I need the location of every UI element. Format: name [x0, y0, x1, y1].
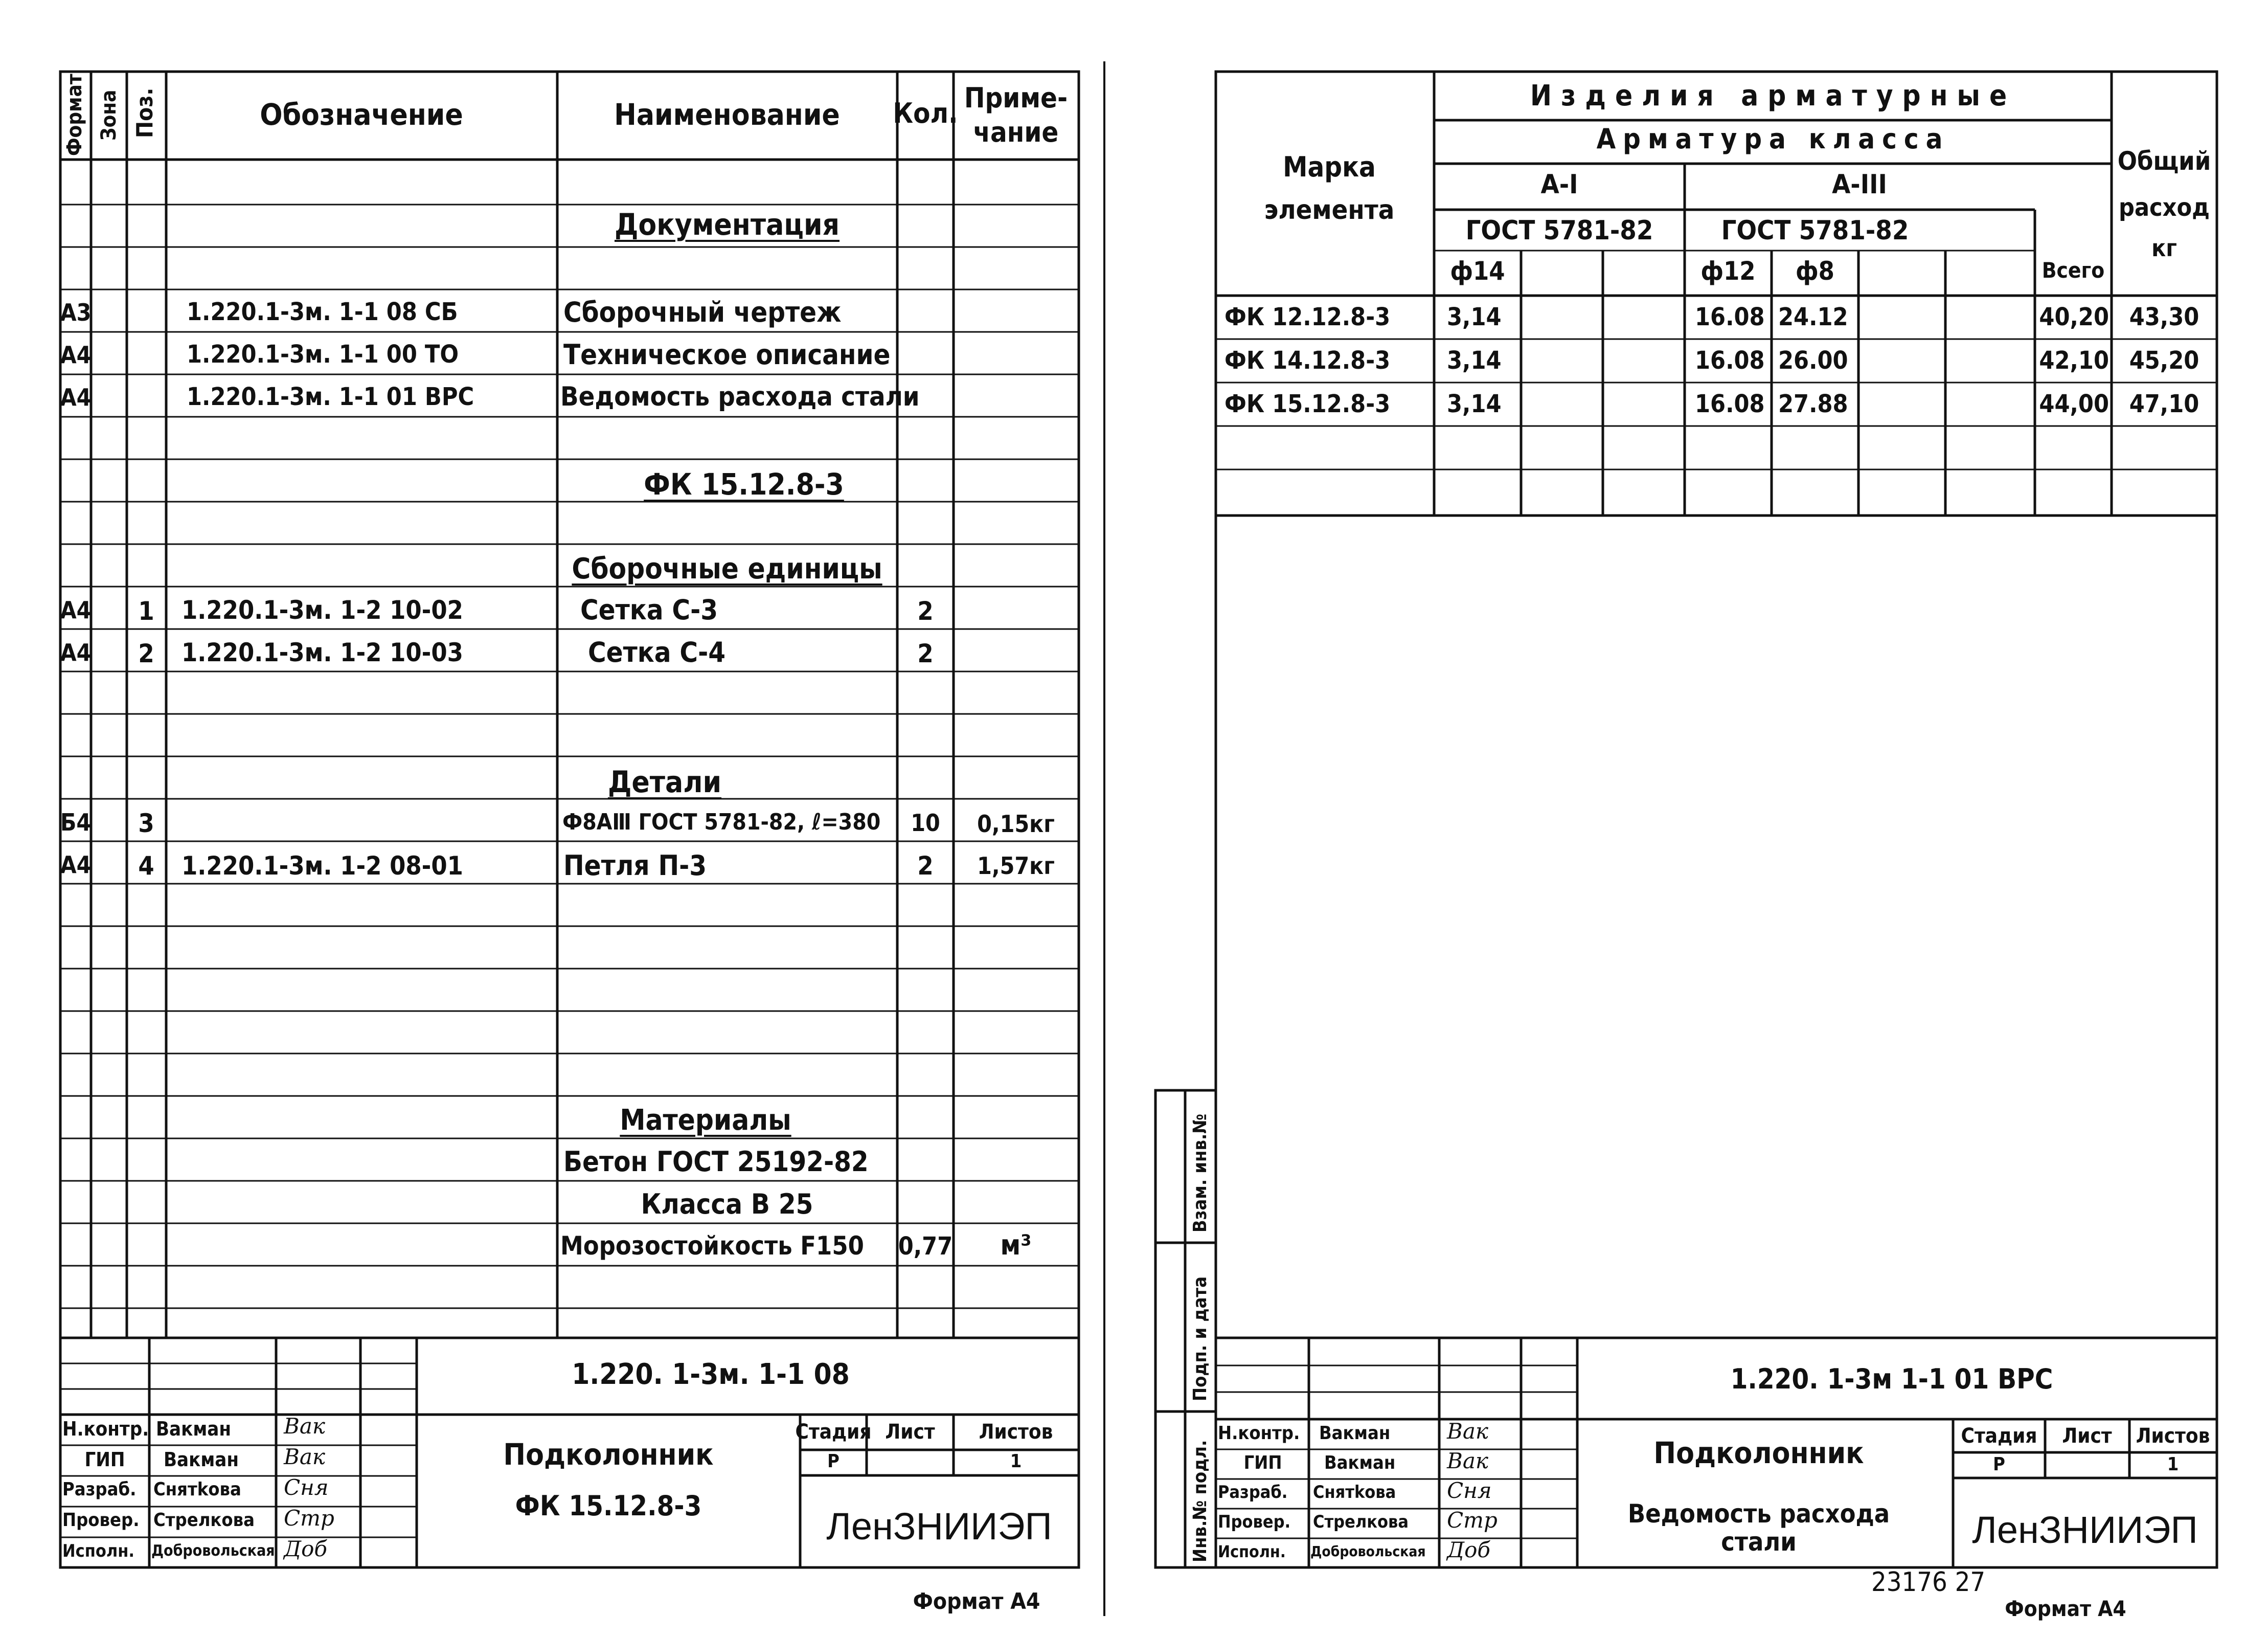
row-d8: 26.00 — [1778, 346, 1848, 375]
row-d14: 3,14 — [1447, 303, 1502, 331]
col-header-note-1: Приме- — [964, 82, 1068, 114]
row-designation: 1.220.1-3м. 1-2 10-02 — [182, 595, 463, 625]
row-name: Техническое описание — [563, 339, 891, 371]
org-logo: ЛенЗНИИЭП — [1972, 1509, 2198, 1551]
row-mark: ФК 12.12.8-3 — [1224, 303, 1391, 331]
header-overall-3: кг — [2151, 234, 2177, 262]
stage-value: Р — [1993, 1454, 2005, 1475]
section-assembly-units: Сборочные единицы — [572, 552, 882, 586]
row-pos: 4 — [138, 851, 154, 881]
staff-signature: Доб — [284, 1536, 328, 1561]
format-label: Формат А4 — [913, 1588, 1040, 1615]
side-stamp-inv-orig: Инв.№ подл. — [1190, 1440, 1211, 1562]
row-d12: 16.08 — [1695, 390, 1765, 418]
row-d8: 24.12 — [1778, 303, 1848, 331]
section-parts: Детали — [607, 765, 722, 799]
header-mark-2: элемента — [1264, 195, 1395, 226]
row-qty: 2 — [917, 639, 934, 668]
row-format: А3 — [60, 299, 92, 326]
row-d8: 27.88 — [1778, 390, 1848, 418]
row-name: Петля П-3 — [563, 849, 707, 882]
staff-role: Н.контр. — [1218, 1423, 1300, 1444]
staff-role: Разраб. — [62, 1479, 137, 1500]
side-stamp-sign-date: Подп. и дата — [1190, 1276, 1211, 1401]
format-label: Формат А4 — [2005, 1596, 2126, 1621]
staff-role: Исполн. — [62, 1541, 135, 1561]
row-designation: 1.220.1-3м. 1-1 01 ВРС — [187, 383, 474, 411]
sheets-value: 1 — [1010, 1451, 1022, 1472]
row-format: А4 — [60, 384, 92, 411]
row-d14: 3,14 — [1447, 390, 1502, 418]
staff-signature: Сня — [1447, 1478, 1492, 1503]
row-total: 40,20 — [2039, 303, 2109, 331]
side-stamp-replace-inv: Взам. инв.№ — [1190, 1113, 1211, 1232]
staff-role: ГИП — [84, 1448, 125, 1471]
header-overall-1: Общий — [2117, 146, 2211, 176]
row-designation: 1.220.1-3м. 1-2 08-01 — [182, 851, 463, 881]
org-logo: ЛенЗНИИЭП — [826, 1505, 1052, 1548]
title-block-name-1: Подколонник — [1653, 1436, 1864, 1470]
title-block-name-1: Подколонник — [503, 1437, 714, 1472]
row-pos: 2 — [138, 639, 154, 668]
staff-signature: Сня — [284, 1475, 329, 1500]
header-gost-a1: ГОСТ 5781-82 — [1465, 215, 1653, 246]
row-qty: 2 — [917, 596, 934, 626]
header-group: Изделия арматурные — [1530, 79, 2016, 113]
staff-role: ГИП — [1243, 1452, 1282, 1473]
staff-signature: Стр — [1447, 1508, 1498, 1533]
row-note: м³ — [1000, 1229, 1032, 1261]
header-d12: ф12 — [1700, 256, 1756, 286]
row-mark: ФК 15.12.8-3 — [1224, 390, 1391, 418]
staff-role: Н.контр. — [62, 1418, 149, 1440]
row-designation: 1.220.1-3м. 1-2 10-03 — [182, 638, 463, 667]
header-gost-a3: ГОСТ 5781-82 — [1721, 215, 1909, 246]
header-overall-2: расход — [2118, 193, 2210, 222]
staff-signature: Стр — [284, 1506, 334, 1531]
row-qty: 0,77 — [898, 1232, 953, 1261]
staff-name: Стрелкова — [153, 1510, 255, 1531]
row-note: 1,57кг — [977, 852, 1055, 880]
archive-number: 23176 27 — [1871, 1567, 1986, 1598]
row-name: Ведомость расхода стали — [560, 382, 920, 412]
row-overall: 45,20 — [2129, 346, 2199, 375]
title-block-code: 1.220. 1-3м. 1-1 08 — [572, 1358, 850, 1391]
header-class-a1: А-I — [1540, 169, 1578, 200]
staff-name: Вакман — [1319, 1423, 1391, 1444]
row-name: Морозостойкость F150 — [560, 1231, 864, 1261]
sheets-value: 1 — [2167, 1454, 2179, 1475]
row-name: Класса В 25 — [641, 1188, 813, 1220]
header-mark-1: Марка — [1283, 151, 1376, 183]
sheet-label: Лист — [2062, 1424, 2112, 1448]
staff-role: Провер. — [1218, 1512, 1291, 1532]
staff-name: Вакман — [164, 1448, 239, 1471]
section-materials: Материалы — [620, 1104, 791, 1137]
row-name: Сетка С-4 — [588, 636, 726, 668]
staff-signature: Вак — [1447, 1419, 1488, 1444]
sheets-label: Листов — [979, 1420, 1053, 1444]
row-format: Б4 — [60, 809, 92, 836]
staff-name: Стрелкова — [1313, 1512, 1409, 1532]
title-block-code: 1.220. 1-3м 1-1 01 ВРС — [1730, 1363, 2053, 1395]
staff-name: Снятkова — [153, 1479, 241, 1500]
row-note: 0,15кг — [977, 810, 1055, 838]
title-block-name-2: Ведомость расхода — [1627, 1499, 1890, 1529]
header-subgroup: Арматура класса — [1596, 123, 1950, 155]
col-header-note-2: чание — [973, 116, 1059, 148]
row-qty: 10 — [911, 809, 940, 837]
header-d8: ф8 — [1796, 256, 1834, 286]
staff-role: Разраб. — [1218, 1482, 1288, 1503]
staff-name: Снятkова — [1313, 1482, 1396, 1503]
row-name: Ф8АⅢ ГОСТ 5781-82, ℓ=380 — [562, 809, 881, 835]
stage-label: Стадия — [1961, 1424, 2037, 1448]
staff-signature: Вак — [284, 1444, 325, 1469]
row-format: А4 — [60, 341, 92, 369]
col-header-qty: Кол. — [893, 97, 958, 129]
stage-label: Стадия — [795, 1420, 872, 1444]
col-header-zone: Зона — [97, 89, 121, 141]
staff-signature: Вак — [284, 1414, 325, 1439]
col-header-name: Наименование — [614, 97, 840, 132]
row-pos: 3 — [138, 809, 154, 838]
row-mark: ФК 14.12.8-3 — [1224, 346, 1391, 375]
product-mark: ФК 15.12.8-3 — [644, 467, 844, 502]
row-format: А4 — [60, 596, 92, 624]
header-d14: ф14 — [1450, 256, 1505, 286]
row-name: Бетон ГОСТ 25192-82 — [563, 1146, 869, 1178]
staff-signature: Вак — [1447, 1448, 1488, 1473]
staff-signature: Доб — [1447, 1537, 1491, 1562]
row-designation: 1.220.1-3м. 1-1 08 СБ — [187, 298, 458, 326]
row-d12: 16.08 — [1695, 303, 1765, 331]
staff-role: Исполн. — [1218, 1542, 1286, 1561]
row-name: Сборочный чертеж — [563, 296, 842, 328]
row-format: А4 — [60, 851, 92, 879]
row-total: 44,00 — [2039, 390, 2109, 418]
col-header-format: Формат — [63, 74, 86, 156]
col-header-pos: Поз. — [132, 87, 158, 138]
row-overall: 43,30 — [2129, 303, 2199, 331]
staff-name: Добровольская — [1310, 1543, 1426, 1560]
stage-value: Р — [827, 1451, 840, 1472]
staff-name: Вакман — [156, 1418, 231, 1440]
row-name: Сетка С-3 — [580, 594, 718, 626]
staff-role: Провер. — [62, 1510, 140, 1531]
row-total: 42,10 — [2039, 346, 2109, 375]
header-total: Всего — [2042, 258, 2105, 283]
col-header-designation: Обозначение — [260, 97, 463, 132]
row-d14: 3,14 — [1447, 346, 1502, 375]
title-block-name-3: стали — [1721, 1527, 1797, 1557]
row-designation: 1.220.1-3м. 1-1 00 ТО — [187, 340, 459, 369]
section-documentation: Документация — [614, 207, 840, 242]
staff-name: Вакман — [1324, 1452, 1396, 1473]
row-overall: 47,10 — [2129, 390, 2199, 418]
staff-name: Добровольская — [151, 1542, 275, 1560]
row-format: А4 — [60, 639, 92, 666]
row-d12: 16.08 — [1695, 346, 1765, 375]
header-class-a3: А-III — [1832, 169, 1887, 200]
row-qty: 2 — [917, 851, 934, 881]
title-block-name-2: ФК 15.12.8-3 — [515, 1490, 702, 1522]
row-pos: 1 — [138, 596, 154, 626]
sheet-label: Лист — [885, 1420, 935, 1444]
sheets-label: Листов — [2136, 1424, 2210, 1448]
